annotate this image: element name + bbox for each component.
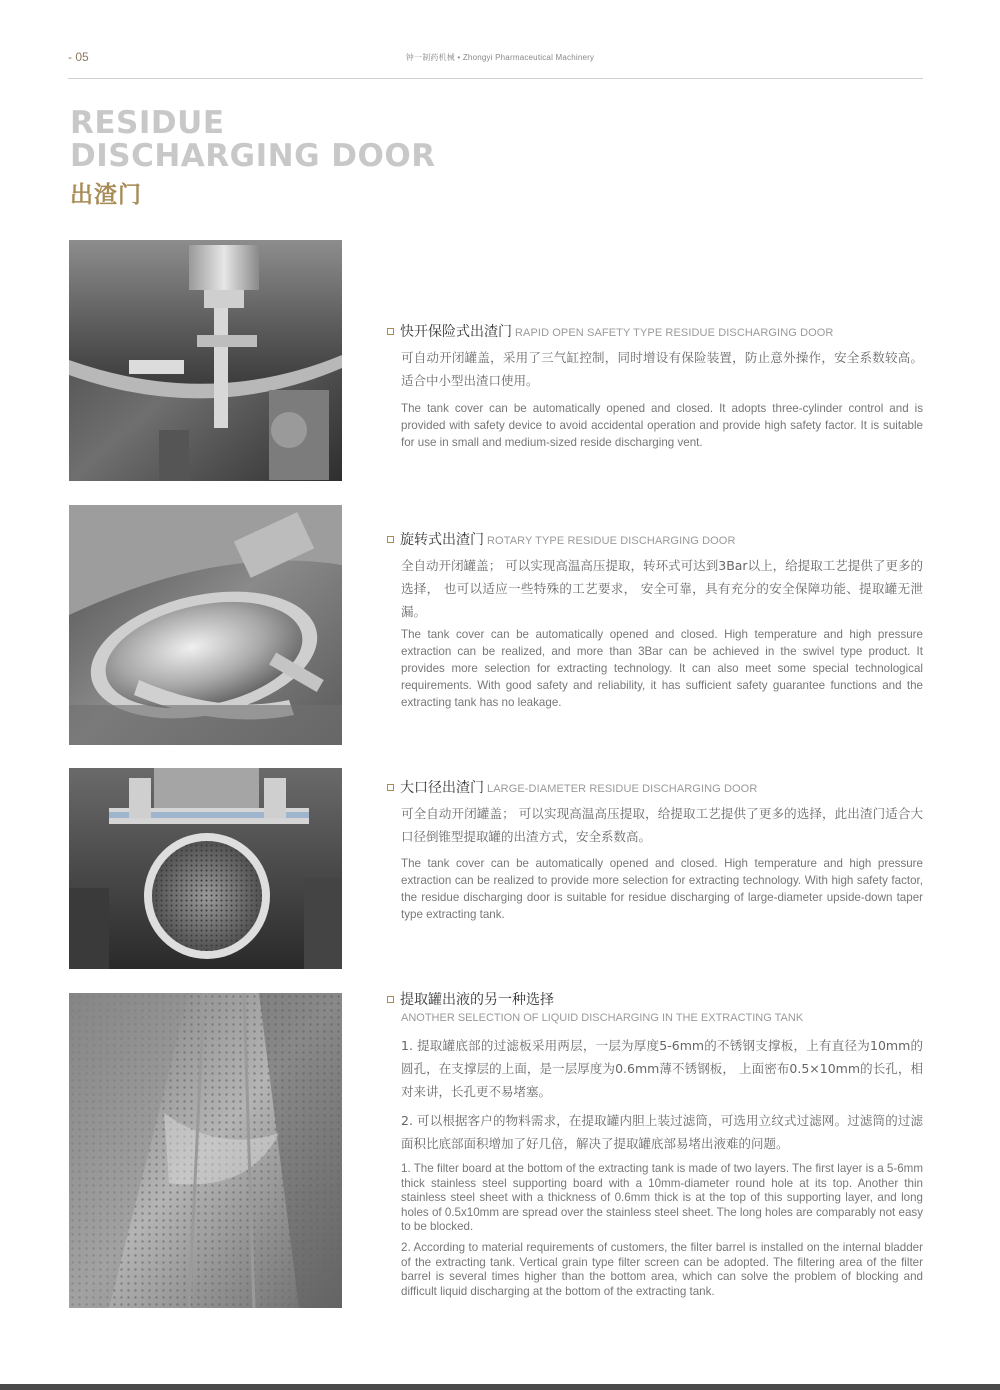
section-title-cn: 快开保险式出渣门 bbox=[400, 324, 512, 340]
section-body-en: The tank cover can be automatically opened and closed. High temperature and high pressure extraction can be realized, and more than 3Bar can be achieved in the swivel type product. It provides more selection for extracting technology. It can also meet some special technological requirements. With good safety and reliability, it has sufficient safety guarantee functions and the extracting tank has no leakage. bbox=[401, 628, 923, 709]
page-title-cn: 出渣门 bbox=[70, 182, 142, 208]
section-body-cn-1: 1. 提取罐底部的过滤板采用两层，一层为厚度5-6mm的不锈钢支撑板，上有直径为10mm的圆孔，在支撑层的上面，是一层厚度为0.6mm薄不锈钢板， 上面密布0.5×10mm的长孔，相对来讲，长孔更不易堵塞。 bbox=[401, 1038, 923, 1099]
section-body-en: The tank cover can be automatically opened and closed. High temperature and high pressure extraction can be realized to provide more selection for extracting technology. With high safety factor, the residue discharging door is suitable for residue discharging of large-diameter upside-down taper type extracting tank. bbox=[401, 857, 923, 921]
section-title-en: ROTARY TYPE RESIDUE DISCHARGING DOOR bbox=[487, 535, 736, 547]
square-bullet-icon bbox=[387, 536, 394, 543]
section-liquid-discharge bbox=[386, 989, 923, 1299]
title-line-1: RESIDUE bbox=[70, 105, 225, 141]
section-title-cn: 大口径出渣门 bbox=[400, 780, 484, 796]
section-body-cn: 全自动开闭罐盖； 可以实现高温高压提取，转环式可达到3Bar以上，给提取工艺提供了更多的选择， 也可以适应一些特殊的工艺要求， 安全可靠，具有充分的安全保障功能、提取罐无泄漏。 bbox=[401, 558, 923, 619]
section-body-en-2: 2. According to material requirements of customers, the filter barrel is installed on the internal bladder of the extracting tank. Vertical grain type filter screen can be adopted. The filtering area of the filter barrel is several times higher than the bottom area, which can solve the problem of blocking and difficult liquid discharging at the bottom of the extracting tank. bbox=[401, 1240, 923, 1298]
square-bullet-icon bbox=[387, 328, 394, 335]
footer-bar bbox=[0, 1384, 1000, 1390]
section-title-en: RAPID OPEN SAFETY TYPE RESIDUE DISCHARGING DOOR bbox=[515, 327, 834, 339]
page-title-en bbox=[70, 107, 436, 173]
section-title-cn: 旋转式出渣门 bbox=[400, 532, 484, 548]
section-body-cn-2: 2. 可以根据客户的物料需求，在提取罐内胆上装过滤筒，可选用立纹式过滤网。过滤筒的过滤面积比底部面积增加了好几倍，解决了提取罐底部易堵出液难的问题。 bbox=[401, 1113, 923, 1151]
section-body-en: The tank cover can be automatically opened and closed. It adopts three-cylinder control and is provided with safety device to avoid accidental operation and provide high safety factor. It is suitable for use in small and medium-sized reside discharging vent. bbox=[401, 402, 923, 449]
section-title-en: ANOTHER SELECTION OF LIQUID DISCHARGING IN THE EXTRACTING TANK bbox=[401, 1012, 804, 1024]
section-body-cn: 可自动开闭罐盖，采用了三气缸控制，同时增设有保险装置，防止意外操作，安全系数较高。适合中小型出渣口使用。 bbox=[401, 350, 923, 388]
section-heading bbox=[386, 989, 923, 1009]
section-heading bbox=[386, 529, 923, 549]
section-rapid-open bbox=[386, 321, 923, 451]
photo-large-diameter-door bbox=[69, 768, 342, 969]
square-bullet-icon bbox=[387, 996, 394, 1003]
section-title-en: LARGE-DIAMETER RESIDUE DISCHARGING DOOR bbox=[487, 783, 758, 795]
title-line-2: DISCHARGING DOOR bbox=[70, 138, 436, 174]
section-body-cn: 可全自动开闭罐盖； 可以实现高温高压提取，给提取工艺提供了更多的选择，此出渣门适合大口径倒锥型提取罐的出渣方式，安全系数高。 bbox=[401, 806, 923, 844]
section-body-en-1: 1. The filter board at the bottom of the extracting tank is made of two layers. The first layer is a 5-6mm thick stainless steel supporting board with a 10mm-diameter round hole at its top. Another thin stainless steel sheet with a thickness of 0.6mm thick is at the top of this supporting layer, and long holes of 0.5x10mm are spread over the stainless steel sheet. The long holes are comparably not easy to be blocked. bbox=[401, 1162, 923, 1234]
section-large-diameter bbox=[386, 777, 923, 923]
section-rotary bbox=[386, 529, 923, 711]
section-title-cn: 提取罐出液的另一种选择 bbox=[400, 992, 554, 1008]
header-company: 钟一制药机械 • Zhongyi Pharmaceutical Machinery bbox=[405, 53, 595, 62]
photo-rotary-door bbox=[69, 505, 342, 745]
square-bullet-icon bbox=[387, 784, 394, 791]
page-number: - 05 bbox=[68, 50, 89, 64]
header-divider bbox=[68, 78, 923, 79]
section-heading bbox=[386, 777, 923, 797]
photo-rapid-open-door bbox=[69, 240, 342, 481]
photo-filter-board bbox=[69, 993, 342, 1308]
section-heading bbox=[386, 321, 923, 341]
